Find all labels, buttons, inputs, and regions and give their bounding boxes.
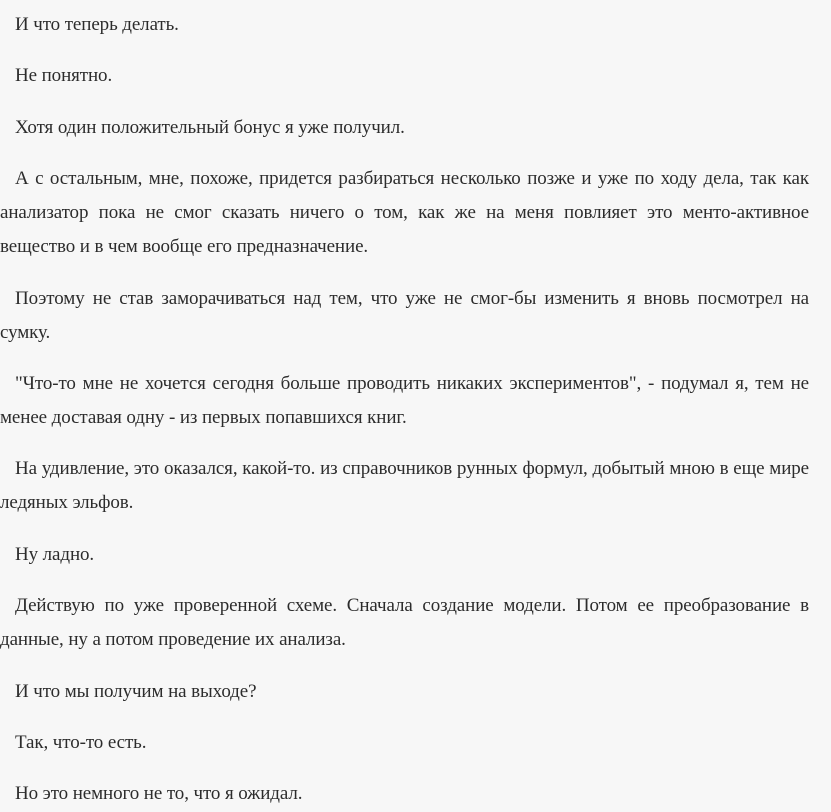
paragraph: Хотя один положительный бонус я уже получил. [15,116,405,138]
paragraph: "Что-то мне не хочется сегодня больше проводить никаких экспериментов", - подумал я, тем не менее доставая одну - из первых попавшихся книг. [0,372,809,428]
paragraph: Поэтому не став заморачиваться над тем, что уже не смог-бы изменить я вновь посмотрел на сумку. [0,287,809,343]
reader-text-area [0,8,809,811]
paragraph: Не понятно. [15,65,113,87]
paragraph: Ну ладно. [15,543,95,565]
paragraph: И что мы получим на выходе? [15,680,257,702]
paragraph: Но это немного не то, что я ожидал. [15,783,303,805]
paragraph: А с остальным, мне, похоже, придется разбираться несколько позже и уже по ходу дела, так как анализатор пока не смог сказать ничего о том, как же на меня повлияет это менто-активное вещество и в чем вообще его предназначение. [0,168,809,258]
paragraph: Так, что-то есть. [15,731,147,753]
paragraph: На удивление, это оказался, какой-то. из справочников рунных формул, добытый мною в еще мире ледяных эльфов. [0,458,809,514]
paragraph: И что теперь делать. [15,14,179,35]
paragraph: Действую по уже проверенной схеме. Сначала создание модели. Потом ее преобразование в данные, ну а потом проведение их анализа. [0,595,809,651]
